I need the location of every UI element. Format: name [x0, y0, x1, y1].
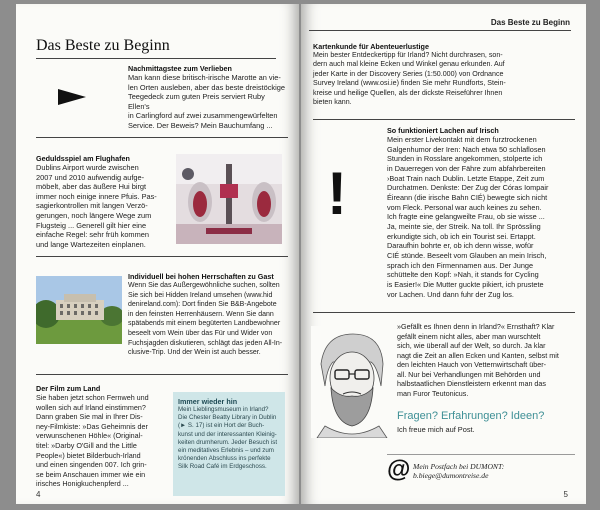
- section-body: Wenn Sie das Außergewöhnliche suchen, sollten Sie sich bei Hidden Ireland umsehen (www.hid denireland.com): Dort finden Sie B&B-Angebote in den feinsten Herrenhäusern. Wenn Sie dann spätabends mit einem begüterten Landbewohner beseelt vom Wein über das Für und Wider von Fuchsjagden diskutieren, schlägt das jeden All-In- clusive-Trip. Und der Wein ist auch besser.: [128, 282, 283, 357]
- section-heading: Geduldsspiel am Flughafen: [36, 154, 130, 163]
- page-number: 5: [563, 490, 568, 499]
- divider: [36, 374, 288, 375]
- contact-subline: Ich freue mich auf Post.: [397, 425, 475, 434]
- page-title: Das Beste zu Beginn: [36, 37, 170, 54]
- mail-at-icon: @: [387, 456, 411, 483]
- title-rule: [36, 58, 276, 59]
- divider: [36, 256, 288, 257]
- mail-label: Mein Postfach bei DUMONT:: [413, 462, 505, 471]
- tip-box-body: Mein Lieblingsmuseum in Irland? Die Chester Beatty Library in Dublin (► S. 17) ist ein Hort der Buch- kunst und der interessanten Kleinig- keiten drumherum. Jeder Besuch ist ein meditatives Erlebnis – und zum krönenden Abschluss ins perfekte Silk Road Café im Erdgeschoss.: [178, 406, 278, 471]
- section-body: Dublins Airport wurde zwischen 2007 und 2010 aufwendig aufge- möbelt, aber das äußere Hui birgt immer noch einige innere Pfuis. Pas- sagierkontrollen mit langen Verzö- gerungen, noch längere Wege zum Flugsteig ... Generell gilt hier eine einfache Regel: sehr früh kommen und lange Wartezeiten einplanen.: [36, 163, 157, 249]
- section-heading: Individuell bei hohen Herrschaften zu Gast: [128, 272, 274, 281]
- divider: [36, 137, 288, 138]
- right-page: [301, 4, 586, 504]
- quote-body: »Gefällt es Ihnen denn in Irland?« Ernsthaft? Klar gefällt einem nicht alles, aber man wurschtelt sich, wie überall auf der Welt, so durch. Ja klar nagt die Zeit an allen Ecken und Kanten, selbst mit den leichten Hauch von Vetternwirtschaft über- all. Nur bei Verhandlungen mit Behörden und halbstaatlichen Dienstleistern erkennt man das man Furor Teutonicus.: [397, 322, 559, 398]
- section-body: Mein erster Livekontakt mit dem furztrockenen Galgenhumor der Iren: Nach etwa 50 schlaflosen Stunden in Rosslare angekommen, stolperte ich in Dauerregen von der Fähre zum abfahrbereiten ›Boat Train nach Dublin. Letzte Etappe, Zeit zum Durchatmen. Denkste: Der Zug der Córas Iompair Éireann (die irische Bahn CIÉ) bewegte sich nicht vom Fleck. Personal war auch keines zu sehen. Ich fragte eine gelangweilte Frau, ob sie wisse ... Ja, meinte sie, der Streik. Na toll. Ihr Sprössling erkundigte sich, ob ich ein Tourist sei. Ertappt. Daraufhin bohrte er, ob ich denn wisse, wofür CIÉ stünde. Beseelt vom Glauben an mein Irisch, sprach ich den Firmennamen aus. Der Junge schüttelte den Kopf: »Nah, it stands for Cycling is Easier!« Die Mutter guckte pikiert, ich prustete vor Lachen. Und dann fuhr der Zug los.: [387, 135, 549, 299]
- manor-house-photo: [36, 276, 122, 344]
- divider: [313, 119, 575, 120]
- running-head: Das Beste zu Beginn: [490, 18, 570, 27]
- head-rule: [309, 30, 571, 31]
- section-body: Mein bester Entdeckertipp für Irland? Nicht durchrasen, son- dern auch mal kleine Ecken und Winkel genau erkunden. Auf jeder Karte in der Discovery Series (1:50.000) von Ordnance Survey Ireland (www.osi.ie) finden Sie mehr Rundforts, Stein- kreise und heilige Quellen, als der dickste Reiseführer Ihnen bieten kann.: [313, 51, 506, 107]
- exclamation-mark: !: [327, 160, 347, 227]
- section-heading: So funktioniert Lachen auf Irisch: [387, 126, 499, 135]
- page-number: 4: [36, 490, 41, 499]
- author-portrait: [311, 326, 393, 438]
- airport-photo: [176, 154, 282, 244]
- divider: [313, 312, 575, 313]
- section-heading: Der Film zum Land: [36, 384, 101, 393]
- left-page: [16, 4, 299, 504]
- divider: [387, 454, 575, 455]
- section-body: Man kann diese britisch-irische Marotte an vie- len Orten ausleben, aber das beste dreistöckige Teegedeck zum guten Preis serviert Ruby Ellen's in Carlingford auf zwei zusammengewürfelten Service. Der Beweis? Mein Bauchumfang ...: [128, 73, 285, 130]
- tip-box: [173, 392, 285, 496]
- mail-address[interactable]: b.biege@dumontreise.de: [413, 471, 489, 480]
- arrow-right-icon: [58, 87, 88, 107]
- section-heading: Kartenkunde für Abenteuerlustige: [313, 42, 429, 51]
- section-body: Sie haben jetzt schon Fernweh und wollen sich auf Irland einstimmen? Dann graben Sie mal in Ihrer Dis- ney-Filmkiste: »Das Geheimnis der verwunschenen Höhle« (Original- titel: »Darby O'Gill and the Little People«) bietet Bilderbuch-Irland und einen singenden 007. Ich grin- se beim Anschauen immer wie ein irisches Honigkuchenpferd ...: [36, 393, 149, 489]
- contact-question: Fragen? Erfahrungen? Ideen?: [397, 410, 545, 422]
- section-heading: Nachmittagstee zum Verlieben: [128, 64, 232, 73]
- tip-box-heading: Immer wieder hin: [178, 397, 238, 406]
